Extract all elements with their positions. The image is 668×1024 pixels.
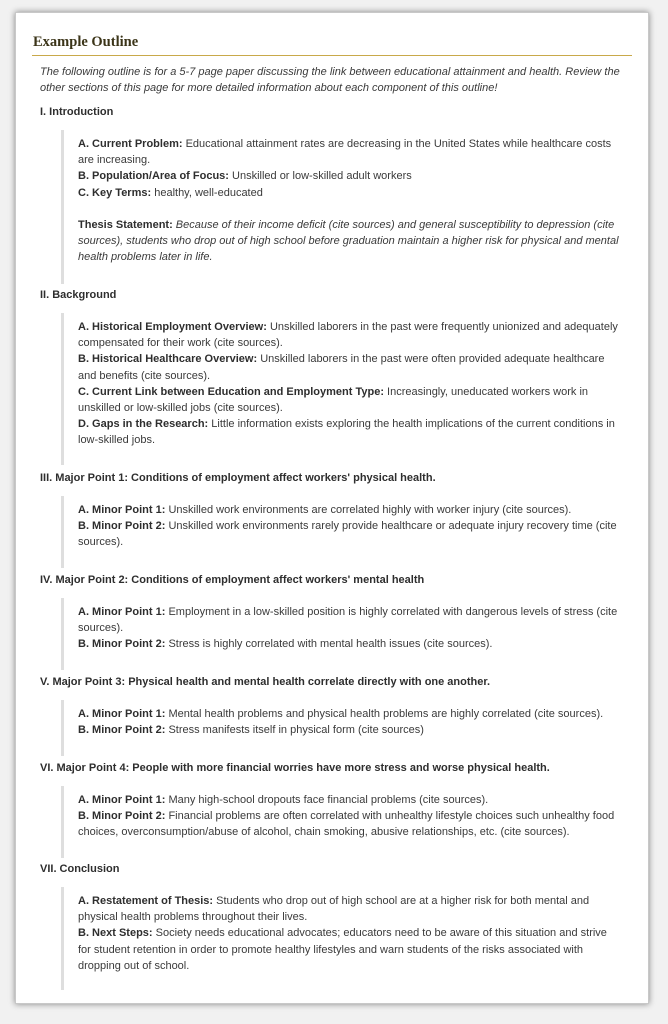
outline-item-restatement	[78, 893, 621, 925]
outline-item-minor-point-2	[78, 518, 621, 550]
item-text: Mental health problems and physical health problems are highly correlated (cite sources).	[165, 708, 604, 720]
item-label: A. Historical Employment Overview:	[78, 321, 267, 333]
title-divider	[32, 55, 632, 56]
thesis-statement	[78, 217, 621, 266]
item-text: Little information exists exploring the health implications of the current conditions in low-skilled jobs.	[78, 418, 615, 447]
item-label: C. Current Link between Education and Employment Type:	[78, 385, 384, 398]
item-text: Students who drop out of high school are at a higher risk for both mental and physical health problems throughout their lives.	[78, 895, 590, 924]
thesis-label: Thesis Statement:	[78, 218, 173, 231]
outline-item-current-link	[78, 384, 621, 416]
outline-item-population	[78, 168, 621, 184]
item-label: B. Minor Point 2:	[78, 810, 166, 823]
section-heading-major-point-1: III. Major Point 1: Conditions of employment affect workers' physical health.	[40, 472, 436, 484]
item-text: Increasingly, uneducated workers work in unskilled or low-skilled jobs (cite sources).	[78, 385, 589, 415]
item-text: Financial problems are often correlated with unhealthy lifestyle choices such unhealthy food choices, overconsumption/abuse of alcohol, chain smoking, abusive relationships, etc. (cite sources).	[78, 810, 615, 839]
section-heading-major-point-4: VI. Major Point 4: People with more financial worries have more stress and worse physical health.	[40, 762, 550, 774]
item-text: healthy, well-educated	[151, 186, 263, 199]
intro-text: The following outline is for a 5-7 page paper discussing the link between educational attainment and health. Review the other sections of this page for more detailed information about each component of this outline!	[40, 66, 620, 94]
item-text: Unskilled or low-skilled adult workers	[228, 170, 412, 183]
outline-item-current-problem	[78, 136, 621, 168]
item-label: B. Population/Area of Focus:	[78, 170, 229, 183]
section-block-major-point-2	[61, 598, 621, 670]
outline-item-research-gaps	[78, 416, 621, 448]
item-text: Stress manifests itself in physical form (cite sources)	[165, 724, 424, 737]
item-label: A. Minor Point 1:	[78, 504, 166, 516]
outline-item-minor-point-2	[78, 722, 621, 738]
item-label: A. Minor Point 1:	[78, 708, 166, 720]
section-block-major-point-1	[61, 496, 621, 568]
section-block-introduction	[61, 130, 621, 284]
item-text: Many high-school dropouts face financial problems (cite sources).	[165, 794, 489, 806]
item-text: Unskilled work environments are correlated highly with worker injury (cite sources).	[165, 504, 572, 516]
outline-card	[15, 12, 649, 1004]
item-label: D. Gaps in the Research:	[78, 418, 209, 431]
item-label: B. Next Steps:	[78, 927, 153, 940]
item-text: Society needs educational advocates; educators need to be aware of this situation and strive for student retention in order to promote healthy lifestyles and warn students of the risks associated with dropping out of school.	[78, 927, 607, 972]
outline-item-minor-point-2	[78, 636, 621, 652]
section-block-background	[61, 313, 621, 465]
item-label: B. Historical Healthcare Overview:	[78, 353, 258, 366]
outline-item-key-terms	[78, 185, 621, 201]
item-text: Unskilled work environments rarely provide healthcare or adequate injury recovery time (cite sources).	[78, 520, 617, 549]
section-heading-background: II. Background	[40, 289, 117, 301]
section-heading-introduction: I. Introduction	[40, 106, 114, 118]
thesis-text: Because of their income deficit (cite sources) and general susceptibility to depression (cite sources), students who drop out of high school before graduation maintain a higher risk for physical and mental health problems later in life.	[78, 218, 619, 264]
outline-item-minor-point-1	[78, 706, 621, 722]
section-block-major-point-4	[61, 786, 621, 858]
item-label: B. Minor Point 2:	[78, 520, 166, 533]
outline-item-healthcare-overview	[78, 351, 621, 383]
item-label: A. Restatement of Thesis:	[78, 895, 214, 907]
outline-item-minor-point-1	[78, 604, 621, 636]
item-label: C. Key Terms:	[78, 186, 152, 199]
item-label: A. Minor Point 1:	[78, 606, 166, 618]
item-label: A. Minor Point 1:	[78, 794, 166, 806]
outline-item-minor-point-2	[78, 808, 621, 840]
item-text: Unskilled laborers in the past were frequently unionized and adequately compensated for their work (cite sources).	[78, 321, 618, 350]
outline-item-next-steps	[78, 925, 621, 974]
outline-item-minor-point-1	[78, 502, 621, 518]
section-heading-conclusion: VII. Conclusion	[40, 863, 120, 875]
item-text: Stress is highly correlated with mental health issues (cite sources).	[165, 638, 493, 651]
section-heading-major-point-3: V. Major Point 3: Physical health and mental health correlate directly with one another.	[40, 676, 491, 688]
item-label: A. Current Problem:	[78, 138, 183, 150]
item-label: B. Minor Point 2:	[78, 724, 166, 737]
item-text: Employment in a low-skilled position is highly correlated with dangerous levels of stress (cite sources).	[78, 606, 618, 635]
page-title: Example Outline	[33, 34, 139, 50]
item-text: Unskilled laborers in the past were often provided adequate healthcare and benefits (cite sources).	[78, 353, 605, 382]
outline-item-employment-overview	[78, 319, 621, 351]
item-text: Educational attainment rates are decreasing in the United States while healthcare costs are increasing.	[78, 138, 612, 167]
section-block-major-point-3	[61, 700, 621, 756]
item-label: B. Minor Point 2:	[78, 638, 166, 651]
spacer	[78, 201, 621, 217]
section-heading-major-point-2: IV. Major Point 2: Conditions of employment affect workers' mental health	[40, 574, 425, 586]
outline-item-minor-point-1	[78, 792, 621, 808]
section-block-conclusion	[61, 887, 621, 990]
